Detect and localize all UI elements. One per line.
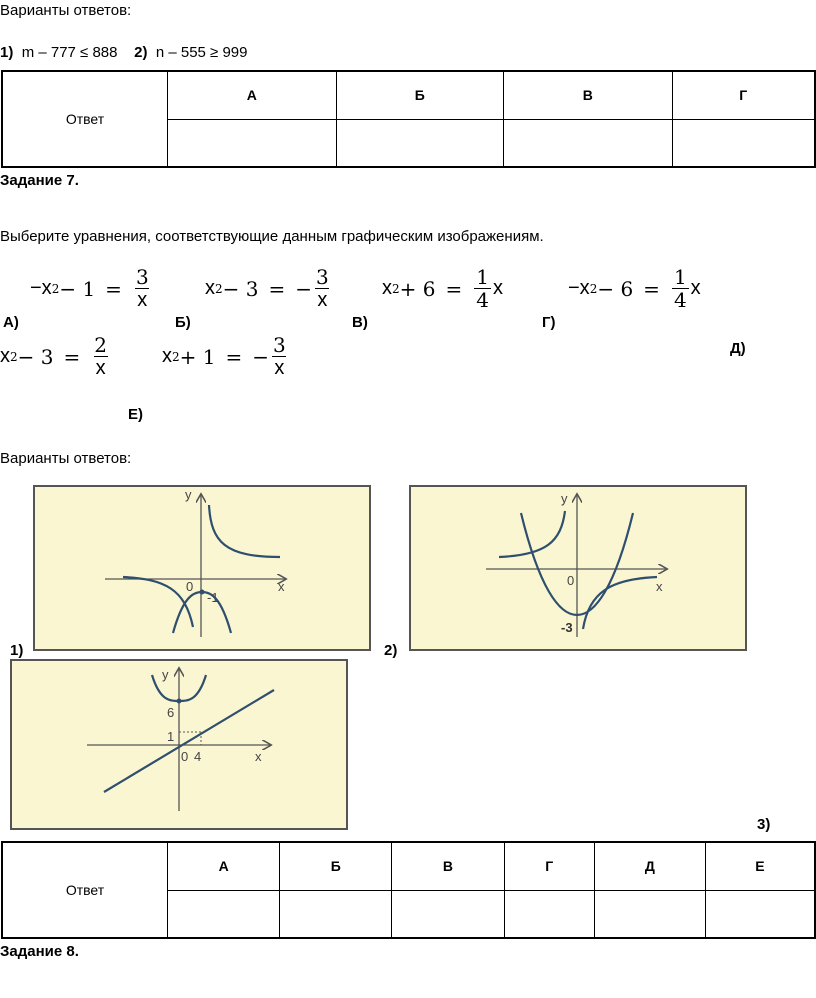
table2-answer-cell-v[interactable] bbox=[392, 890, 504, 938]
table2-answer-cell-d[interactable] bbox=[594, 890, 705, 938]
graph-2 bbox=[409, 485, 747, 651]
table2-answer-cell-a[interactable] bbox=[168, 890, 280, 938]
equation-b: x 2 − 3 = − $\frac{3}{x}$ bbox=[205, 265, 329, 311]
table1-header-v: В bbox=[504, 71, 673, 119]
equation-d: −x 2 − 6 = $\frac{1}{4}$ x bbox=[568, 265, 701, 312]
hyperbola-right-branch bbox=[583, 577, 657, 629]
six-label: 6 bbox=[167, 705, 175, 720]
option-2-text: n – 555 ≥ 999 bbox=[155, 44, 248, 61]
label-a: А) bbox=[3, 314, 19, 331]
answer-table-1 bbox=[1, 70, 816, 168]
x-label: x bbox=[278, 579, 285, 594]
label-g: Г) bbox=[542, 314, 556, 331]
graph-label-1: 1) bbox=[10, 642, 24, 659]
table2-answer-cell-g[interactable] bbox=[504, 890, 594, 938]
line-graph bbox=[104, 690, 274, 792]
table2-header-b: Б bbox=[280, 842, 392, 890]
table2-header-e: Е bbox=[705, 842, 815, 890]
origin-label: 0 bbox=[181, 749, 189, 764]
option-2-number: 2) bbox=[134, 44, 148, 61]
table2-answer-cell-b[interactable] bbox=[280, 890, 392, 938]
answer-row-label: Ответ bbox=[2, 71, 168, 167]
x-label: x bbox=[656, 579, 663, 594]
table2-header-g: Г bbox=[504, 842, 594, 890]
table1-answer-cell-b[interactable] bbox=[336, 119, 504, 167]
table2-header-v: В bbox=[392, 842, 504, 890]
answer-table-2 bbox=[1, 841, 816, 939]
graph-1 bbox=[33, 485, 371, 651]
graph-label-3: 3) bbox=[757, 816, 771, 833]
table1-header-a: А bbox=[168, 71, 337, 119]
graph-3 bbox=[10, 659, 348, 830]
equation-e: x 2 − 3 = $\frac{2}{x}$ bbox=[0, 333, 107, 379]
minus-one-label: -1 bbox=[207, 590, 219, 605]
option-1-text: m – 777 ≤ 888 bbox=[21, 44, 118, 61]
options-line bbox=[0, 44, 247, 61]
table1-header-b: Б bbox=[336, 71, 504, 119]
task7-title: Задание 7. bbox=[0, 172, 79, 189]
task7-prompt: Выберите уравнения, соответствующие данным графическим изображениям. bbox=[0, 228, 544, 245]
label-e: Е) bbox=[128, 406, 143, 423]
table1-answer-cell-v[interactable] bbox=[504, 119, 673, 167]
task8-title: Задание 8. bbox=[0, 943, 79, 960]
table2-header-d: Д bbox=[594, 842, 705, 890]
four-label: 4 bbox=[194, 749, 202, 764]
hyperbola-upper-branch bbox=[209, 505, 280, 557]
origin-label: 0 bbox=[186, 579, 194, 594]
origin-label: 0 bbox=[567, 573, 575, 588]
table2-answer-cell-e[interactable] bbox=[705, 890, 815, 938]
graphs-heading: Варианты ответов: bbox=[0, 450, 132, 467]
table2-header-a: А bbox=[168, 842, 280, 890]
label-b: Б) bbox=[175, 314, 191, 331]
x-label: x bbox=[255, 749, 262, 764]
label-v: В) bbox=[352, 314, 368, 331]
y-label: y bbox=[185, 487, 192, 502]
table1-answer-cell-g[interactable] bbox=[672, 119, 815, 167]
y-label: y bbox=[561, 491, 568, 506]
hyperbola-lower-branch bbox=[123, 577, 193, 627]
vertex-point bbox=[177, 699, 182, 704]
y-label: y bbox=[162, 667, 169, 682]
one-label: 1 bbox=[167, 729, 175, 744]
answer-row-label: Ответ bbox=[2, 842, 168, 938]
option-1-number: 1) bbox=[0, 44, 14, 61]
answers-heading: Варианты ответов: bbox=[0, 2, 132, 19]
equation-a: −x 2 − 1 = $\frac{3}{x}$ bbox=[30, 265, 149, 311]
vertex-point bbox=[200, 590, 205, 595]
table1-answer-cell-a[interactable] bbox=[168, 119, 337, 167]
graph-label-2: 2) bbox=[384, 642, 398, 659]
equation-c: x 2 + 6 = $\frac{1}{4}$ x bbox=[382, 265, 503, 312]
equation-f: x 2 + 1 = − $\frac{3}{x}$ bbox=[162, 333, 286, 379]
minus-three-label: -3 bbox=[561, 620, 573, 635]
label-d: Д) bbox=[730, 340, 746, 357]
table1-header-g: Г bbox=[672, 71, 815, 119]
